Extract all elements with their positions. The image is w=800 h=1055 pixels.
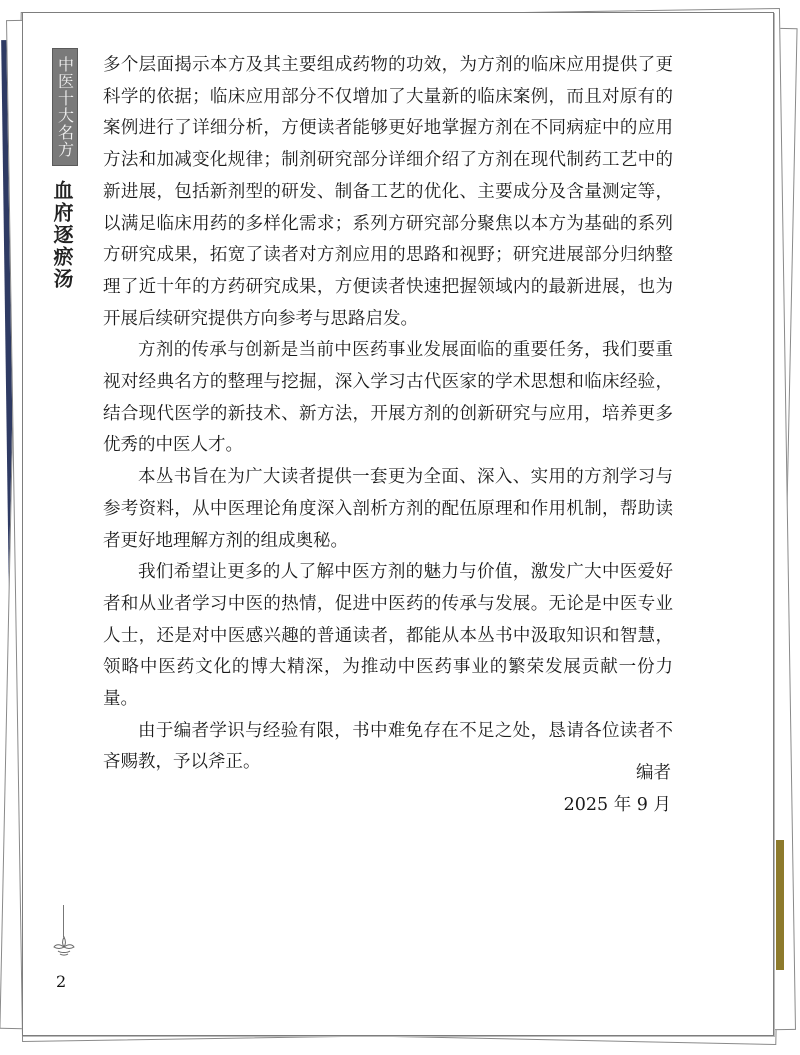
page-stack-accent-edge xyxy=(776,840,784,970)
page-number: 2 xyxy=(56,972,67,991)
paragraph: 由于编者学识与经验有限，书中难免存在不足之处，恳请各位读者不吝赐教，予以斧正。 xyxy=(103,720,673,773)
paragraph: 方剂的传承与创新是当前中医药事业发展面临的重要任务，我们要重视对经典名方的整理与挖掘，深入学习古代医家的学术思想和临床经验，结合现代医学的新技术、新方法，开展方剂的创新研究与应用，培养更多优秀的中医人才。 xyxy=(103,340,673,456)
book-title: 血府逐瘀汤 xyxy=(50,180,74,290)
paragraph: 多个层面揭示本方及其主要组成药物的功效，为方剂的临床应用提供了更科学的依据；临床应用部分不仅增加了大量新的临床案例，而且对原有的案例进行了详细分析，方便读者能够更好地掌握方剂在不同病症中的应用方法和加减变化规律；制剂研究部分详细介绍了方剂在现代制药工艺中的新进展，包括新剂型的研发、制备工艺的优化、主要成分及含量测定等，以满足临床用药的多样化需求；系列方研究部分聚焦以本方为基础的系列方研究成果，拓宽了读者对方剂应用的思路和视野；研究进展部分归纳整理了近十年的方药研究成果，方便读者快速把握领域内的最新进展，也为开展后续研究提供方向参考与思路启发。 xyxy=(103,55,673,329)
lotus-ornament-icon xyxy=(52,935,76,957)
series-banner xyxy=(52,48,78,166)
footer-divider xyxy=(63,905,64,937)
signature-block xyxy=(103,758,671,821)
preface-body xyxy=(103,50,673,779)
signature-date: 2025 年 9 月 xyxy=(563,794,671,815)
paragraph: 本丛书旨在为广大读者提供一套更为全面、深入、实用的方剂学习与参考资料，从中医理论角度深入剖析方剂的配伍原理和作用机制，帮助读者更好地理解方剂的组成奥秘。 xyxy=(103,467,673,551)
series-name: 中医十大名方 xyxy=(55,56,75,158)
signature-author: 编者 xyxy=(636,763,671,783)
paragraph: 我们希望让更多的人了解中医方剂的魅力与价值，激发广大中医爱好者和从业者学习中医的热情，促进中医药的传承与发展。无论是中医专业人士，还是对中医感兴趣的普通读者，都能从本丛书中汲取知识和智慧，领略中医药文化的博大精深，为推动中医药事业的繁荣发展贡献一份力量。 xyxy=(103,562,673,710)
